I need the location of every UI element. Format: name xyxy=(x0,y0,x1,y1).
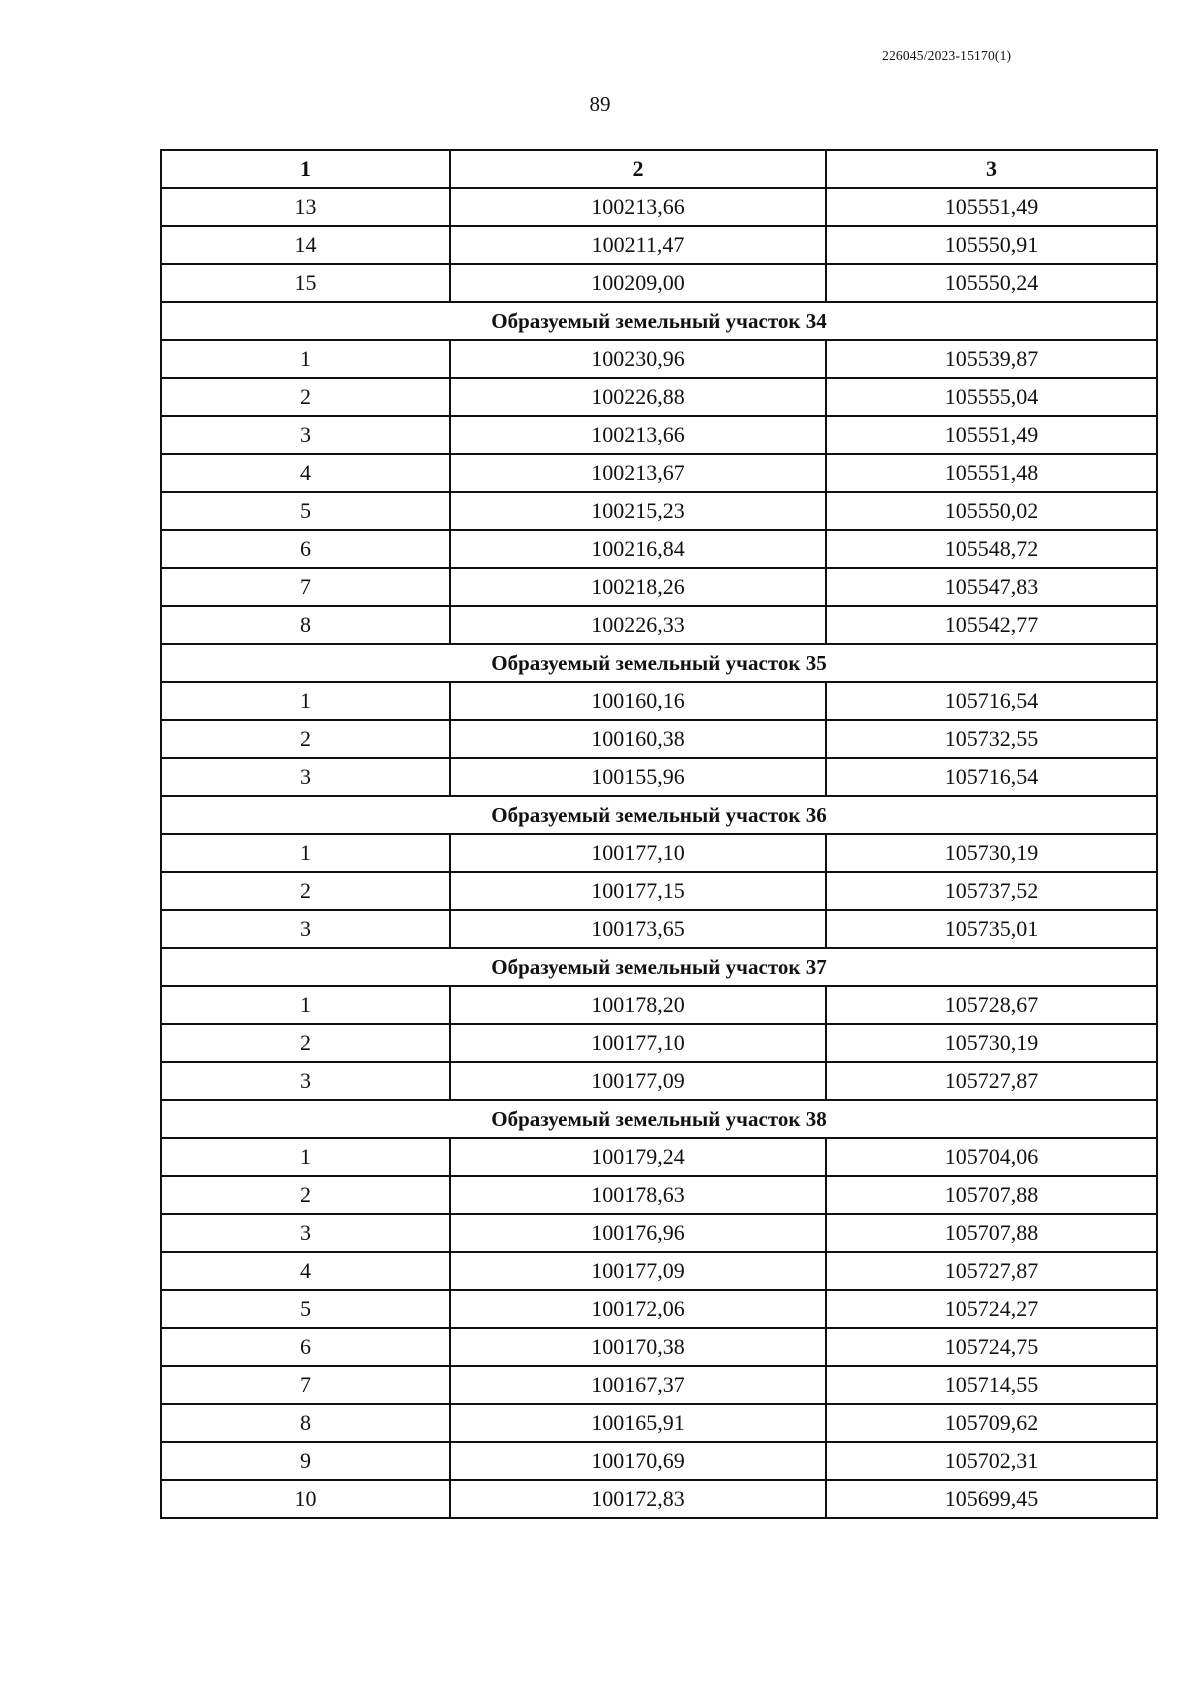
cell-point-number: 6 xyxy=(161,530,450,568)
cell-y-coordinate: 105704,06 xyxy=(826,1138,1157,1176)
cell-point-number: 3 xyxy=(161,416,450,454)
section-header-row xyxy=(161,1100,1157,1138)
table-row xyxy=(161,910,1157,948)
cell-point-number: 1 xyxy=(161,340,450,378)
cell-point-number: 8 xyxy=(161,1404,450,1442)
document-id: 226045/2023-15170(1) xyxy=(882,48,1012,63)
cell-x-coordinate: 100178,63 xyxy=(450,1176,826,1214)
cell-x-coordinate: 100213,66 xyxy=(450,416,826,454)
cell-y-coordinate: 105727,87 xyxy=(826,1252,1157,1290)
cell-point-number: 1 xyxy=(161,1138,450,1176)
cell-x-coordinate: 100176,96 xyxy=(450,1214,826,1252)
table-row xyxy=(161,1328,1157,1366)
table-row xyxy=(161,1480,1157,1518)
cell-x-coordinate: 100170,38 xyxy=(450,1328,826,1366)
cell-point-number: 3 xyxy=(161,758,450,796)
cell-point-number: 2 xyxy=(161,378,450,416)
cell-y-coordinate: 105551,49 xyxy=(826,188,1157,226)
cell-x-coordinate: 100177,09 xyxy=(450,1062,826,1100)
section-header-row xyxy=(161,796,1157,834)
cell-x-coordinate: 100155,96 xyxy=(450,758,826,796)
cell-y-coordinate: 105732,55 xyxy=(826,720,1157,758)
table-row xyxy=(161,530,1157,568)
table-row xyxy=(161,1252,1157,1290)
table-row xyxy=(161,1176,1157,1214)
cell-x-coordinate: 100160,38 xyxy=(450,720,826,758)
column-header-point-number: 1 xyxy=(161,150,450,188)
cell-x-coordinate: 100177,10 xyxy=(450,834,826,872)
cell-y-coordinate: 105550,24 xyxy=(826,264,1157,302)
table-row xyxy=(161,1062,1157,1100)
cell-point-number: 1 xyxy=(161,834,450,872)
table-row xyxy=(161,682,1157,720)
cell-x-coordinate: 100226,88 xyxy=(450,378,826,416)
cell-point-number: 13 xyxy=(161,188,450,226)
cell-x-coordinate: 100178,20 xyxy=(450,986,826,1024)
cell-y-coordinate: 105735,01 xyxy=(826,910,1157,948)
cell-x-coordinate: 100177,10 xyxy=(450,1024,826,1062)
cell-y-coordinate: 105724,27 xyxy=(826,1290,1157,1328)
column-header-y: 3 xyxy=(826,150,1157,188)
cell-x-coordinate: 100215,23 xyxy=(450,492,826,530)
cell-point-number: 9 xyxy=(161,1442,450,1480)
cell-y-coordinate: 105702,31 xyxy=(826,1442,1157,1480)
cell-x-coordinate: 100167,37 xyxy=(450,1366,826,1404)
table-row xyxy=(161,1214,1157,1252)
section-title: Образуемый земельный участок 34 xyxy=(161,302,1157,340)
cell-y-coordinate: 105709,62 xyxy=(826,1404,1157,1442)
table-row xyxy=(161,872,1157,910)
cell-point-number: 1 xyxy=(161,682,450,720)
coordinates-table xyxy=(160,149,1158,1519)
table-row xyxy=(161,1404,1157,1442)
cell-y-coordinate: 105707,88 xyxy=(826,1176,1157,1214)
table-row xyxy=(161,416,1157,454)
table-row xyxy=(161,454,1157,492)
cell-x-coordinate: 100179,24 xyxy=(450,1138,826,1176)
table-row xyxy=(161,720,1157,758)
cell-x-coordinate: 100230,96 xyxy=(450,340,826,378)
table-row xyxy=(161,758,1157,796)
cell-point-number: 2 xyxy=(161,1176,450,1214)
table-row xyxy=(161,1366,1157,1404)
cell-point-number: 14 xyxy=(161,226,450,264)
cell-y-coordinate: 105737,52 xyxy=(826,872,1157,910)
cell-y-coordinate: 105728,67 xyxy=(826,986,1157,1024)
cell-point-number: 15 xyxy=(161,264,450,302)
cell-y-coordinate: 105548,72 xyxy=(826,530,1157,568)
table-row xyxy=(161,226,1157,264)
table-row xyxy=(161,340,1157,378)
cell-y-coordinate: 105714,55 xyxy=(826,1366,1157,1404)
cell-point-number: 6 xyxy=(161,1328,450,1366)
cell-y-coordinate: 105550,02 xyxy=(826,492,1157,530)
cell-y-coordinate: 105724,75 xyxy=(826,1328,1157,1366)
cell-y-coordinate: 105699,45 xyxy=(826,1480,1157,1518)
table-row xyxy=(161,492,1157,530)
cell-y-coordinate: 105716,54 xyxy=(826,682,1157,720)
cell-x-coordinate: 100160,16 xyxy=(450,682,826,720)
table-row xyxy=(161,378,1157,416)
section-header-row xyxy=(161,644,1157,682)
cell-point-number: 5 xyxy=(161,1290,450,1328)
table-row xyxy=(161,1138,1157,1176)
cell-point-number: 7 xyxy=(161,568,450,606)
cell-y-coordinate: 105727,87 xyxy=(826,1062,1157,1100)
cell-x-coordinate: 100165,91 xyxy=(450,1404,826,1442)
section-header-row xyxy=(161,302,1157,340)
table-row xyxy=(161,1024,1157,1062)
table-row xyxy=(161,834,1157,872)
cell-x-coordinate: 100177,15 xyxy=(450,872,826,910)
cell-point-number: 4 xyxy=(161,1252,450,1290)
table-row xyxy=(161,986,1157,1024)
cell-x-coordinate: 100218,26 xyxy=(450,568,826,606)
cell-point-number: 3 xyxy=(161,1062,450,1100)
cell-point-number: 8 xyxy=(161,606,450,644)
cell-x-coordinate: 100211,47 xyxy=(450,226,826,264)
section-header-row xyxy=(161,948,1157,986)
cell-x-coordinate: 100173,65 xyxy=(450,910,826,948)
cell-point-number: 3 xyxy=(161,910,450,948)
cell-x-coordinate: 100226,33 xyxy=(450,606,826,644)
cell-y-coordinate: 105716,54 xyxy=(826,758,1157,796)
table-row xyxy=(161,1442,1157,1480)
table-row xyxy=(161,606,1157,644)
cell-point-number: 4 xyxy=(161,454,450,492)
cell-y-coordinate: 105551,49 xyxy=(826,416,1157,454)
cell-point-number: 3 xyxy=(161,1214,450,1252)
cell-y-coordinate: 105730,19 xyxy=(826,1024,1157,1062)
cell-y-coordinate: 105555,04 xyxy=(826,378,1157,416)
column-header-x: 2 xyxy=(450,150,826,188)
section-title: Образуемый земельный участок 37 xyxy=(161,948,1157,986)
cell-x-coordinate: 100209,00 xyxy=(450,264,826,302)
section-title: Образуемый земельный участок 36 xyxy=(161,796,1157,834)
table-header-row xyxy=(161,150,1157,188)
cell-x-coordinate: 100213,67 xyxy=(450,454,826,492)
cell-point-number: 2 xyxy=(161,872,450,910)
cell-point-number: 2 xyxy=(161,720,450,758)
page-number: 89 xyxy=(589,92,611,116)
cell-point-number: 1 xyxy=(161,986,450,1024)
cell-point-number: 5 xyxy=(161,492,450,530)
table-row xyxy=(161,568,1157,606)
cell-x-coordinate: 100172,06 xyxy=(450,1290,826,1328)
table-body xyxy=(161,188,1157,1518)
cell-y-coordinate: 105730,19 xyxy=(826,834,1157,872)
cell-point-number: 10 xyxy=(161,1480,450,1518)
cell-y-coordinate: 105542,77 xyxy=(826,606,1157,644)
cell-y-coordinate: 105550,91 xyxy=(826,226,1157,264)
cell-x-coordinate: 100172,83 xyxy=(450,1480,826,1518)
cell-y-coordinate: 105547,83 xyxy=(826,568,1157,606)
cell-x-coordinate: 100213,66 xyxy=(450,188,826,226)
cell-x-coordinate: 100216,84 xyxy=(450,530,826,568)
section-title: Образуемый земельный участок 38 xyxy=(161,1100,1157,1138)
table-row xyxy=(161,264,1157,302)
cell-point-number: 7 xyxy=(161,1366,450,1404)
section-title: Образуемый земельный участок 35 xyxy=(161,644,1157,682)
table-row xyxy=(161,188,1157,226)
cell-y-coordinate: 105707,88 xyxy=(826,1214,1157,1252)
cell-y-coordinate: 105539,87 xyxy=(826,340,1157,378)
cell-point-number: 2 xyxy=(161,1024,450,1062)
cell-x-coordinate: 100177,09 xyxy=(450,1252,826,1290)
cell-y-coordinate: 105551,48 xyxy=(826,454,1157,492)
table-row xyxy=(161,1290,1157,1328)
cell-x-coordinate: 100170,69 xyxy=(450,1442,826,1480)
